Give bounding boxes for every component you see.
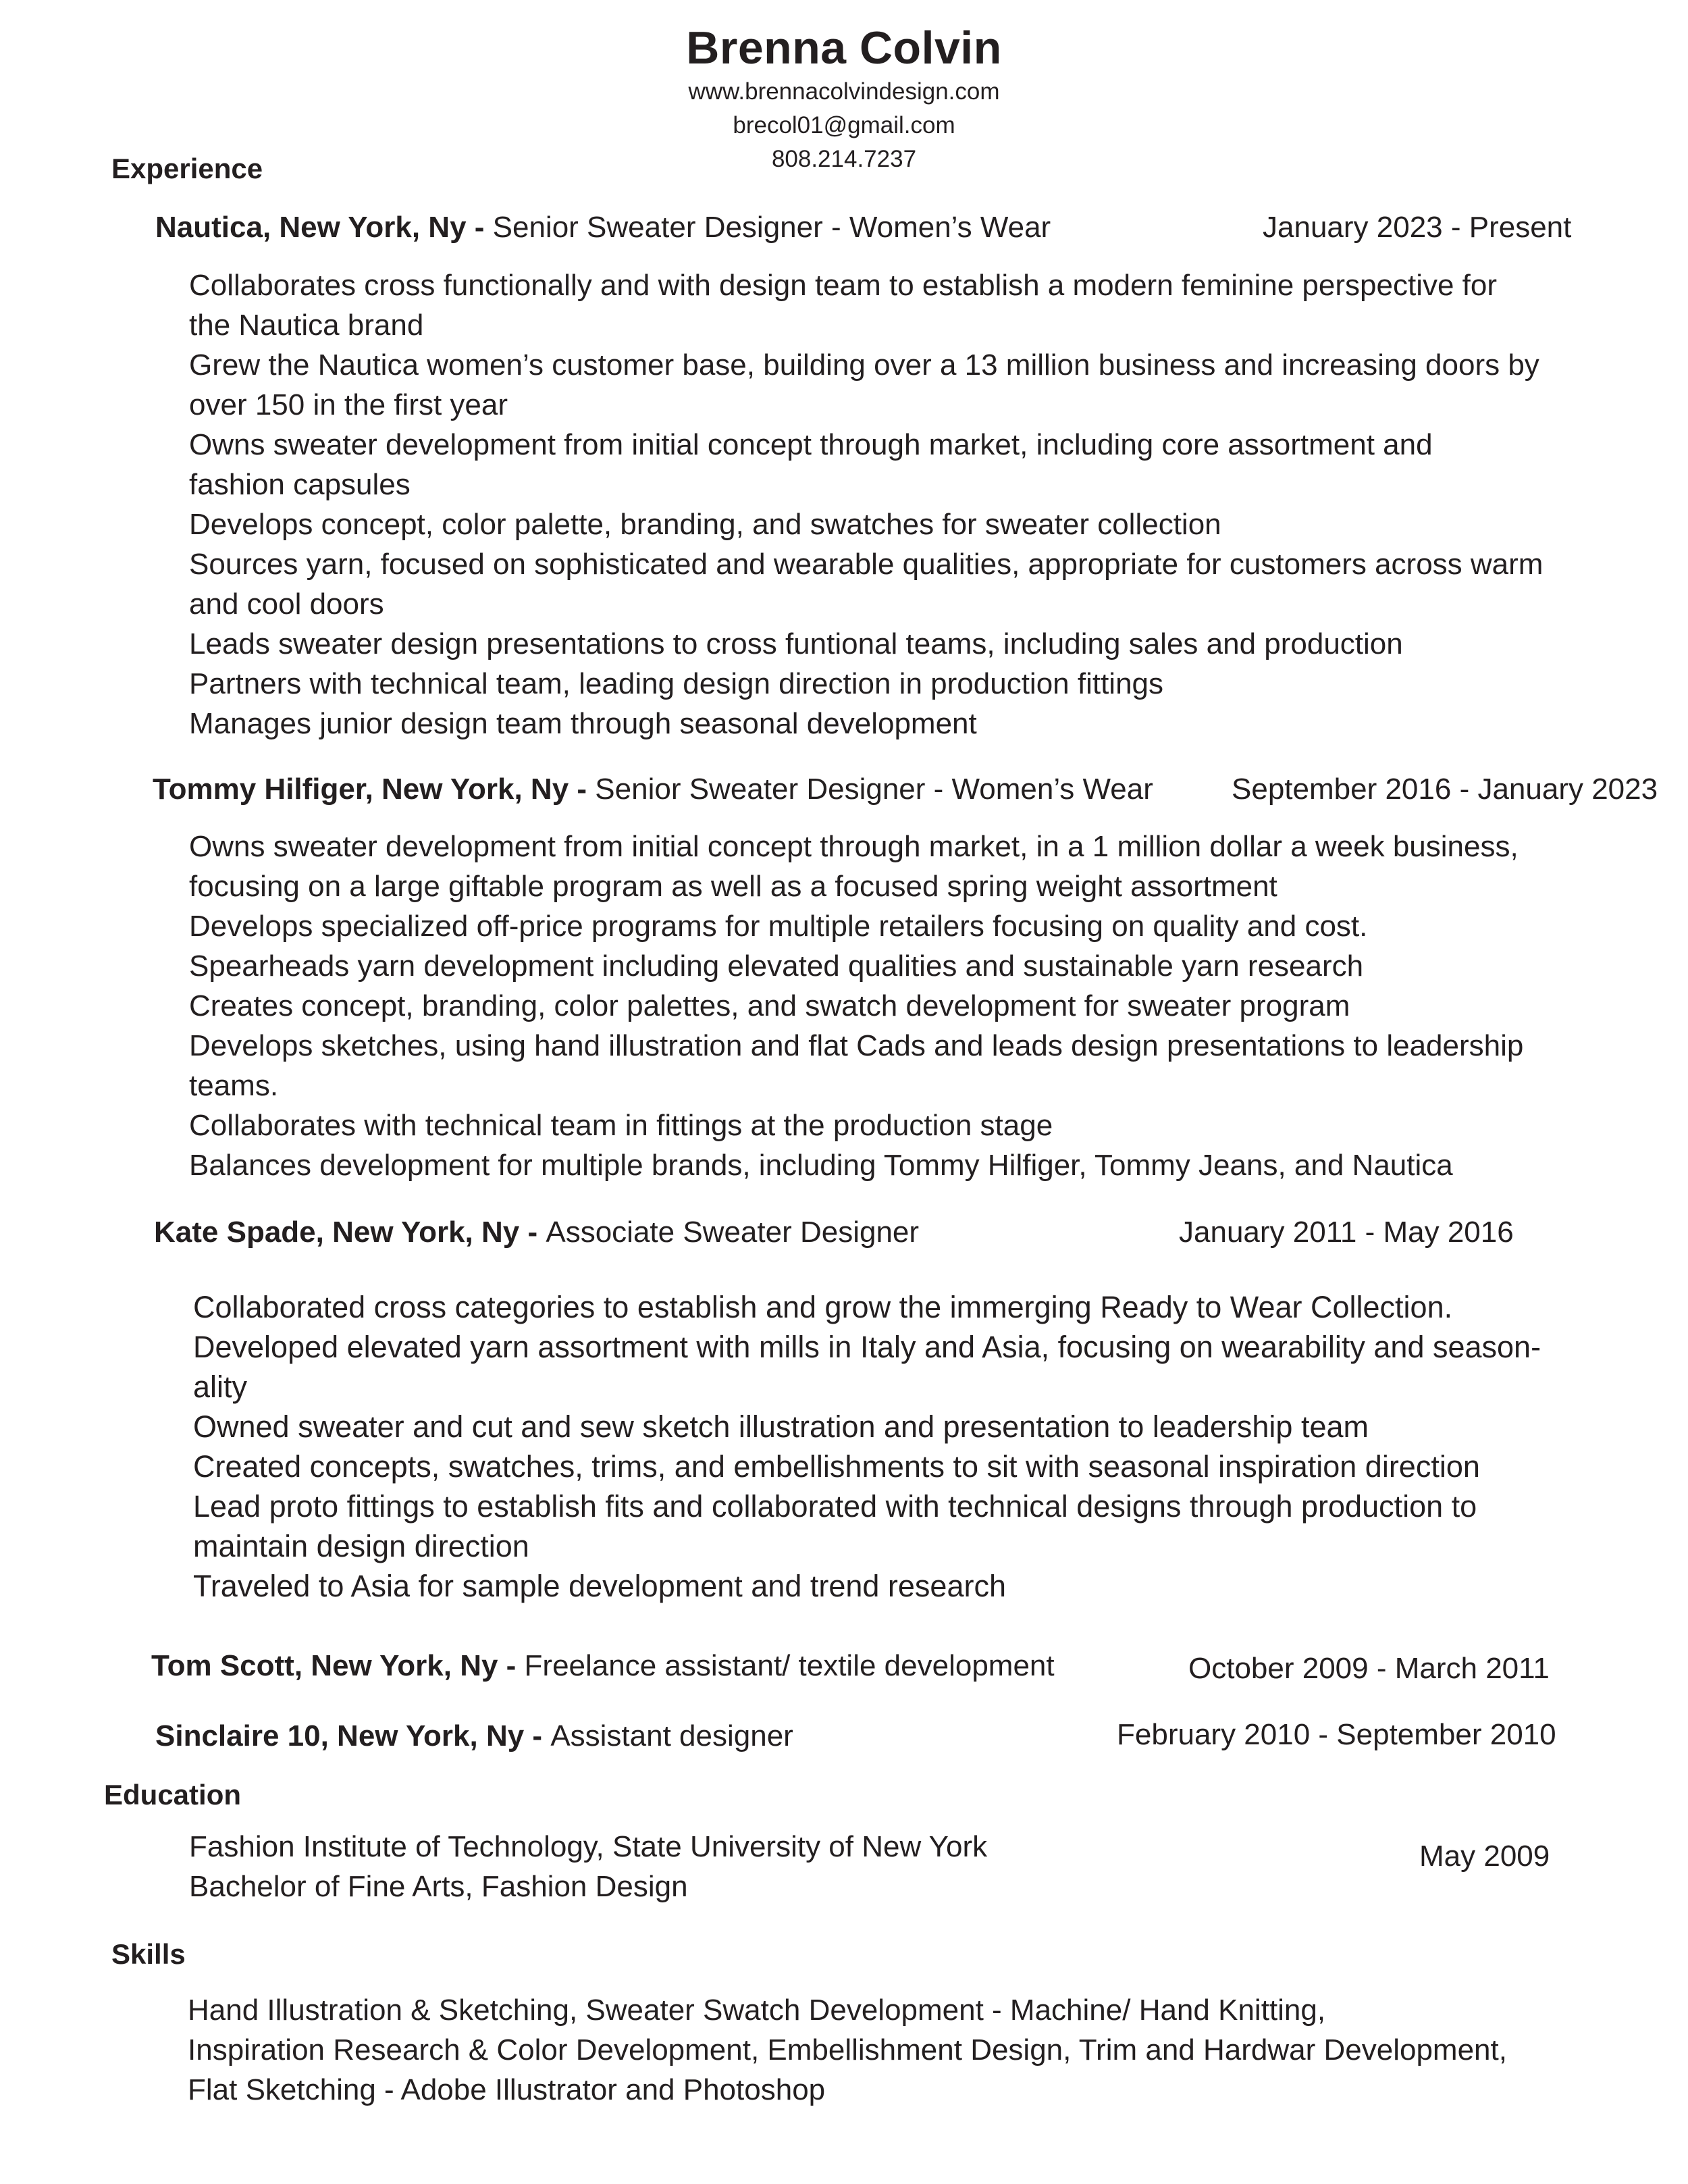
duty-line: focusing on a large giftable program as well as a focused spring weight assortment — [189, 870, 1277, 903]
job-nautica-header — [155, 211, 1051, 244]
duty-line: Collaborates cross functionally and with design team to establish a modern feminine perspective for — [189, 269, 1498, 302]
job-company: Tommy Hilfiger, New York, Ny - — [153, 773, 596, 806]
duty-line: Creates concept, branding, color palettes, and swatch development for sweater program — [189, 989, 1350, 1022]
skills-line: Hand Illustration & Sketching, Sweater Swatch Development - Machine/ Hand Knitting, — [188, 1994, 1326, 2027]
job-dates: January 2011 - May 2016 — [1179, 1216, 1514, 1249]
job-tom-scott-header — [151, 1649, 1055, 1683]
job-title: Associate Sweater Designer — [546, 1216, 920, 1249]
job-title: Senior Sweater Designer - Women’s Wear — [492, 211, 1051, 244]
duty-line: Sources yarn, focused on sophisticated and wearable qualities, appropriate for customers across warm — [189, 548, 1544, 581]
duty-line: Balances development for multiple brands, including Tommy Hilfiger, Tommy Jeans, and Nautica — [189, 1149, 1453, 1182]
duty-line: Collaborated cross categories to establish and grow the immerging Ready to Wear Collection. — [193, 1290, 1453, 1324]
skills-line: Flat Sketching - Adobe Illustrator and Photoshop — [188, 2073, 826, 2106]
duty-line: fashion capsules — [189, 468, 411, 501]
website-link[interactable]: www.brennacolvindesign.com — [688, 78, 1000, 105]
duty-line: Partners with technical team, leading design direction in production fittings — [189, 667, 1164, 700]
job-title: Assistant designer — [550, 1719, 793, 1752]
job-kate-spade-header — [154, 1216, 919, 1249]
duty-line: over 150 in the first year — [189, 388, 508, 421]
education-degree: Bachelor of Fine Arts, Fashion Design — [189, 1870, 688, 1903]
job-tommy-hilfiger-header — [153, 773, 1153, 806]
education-school: Fashion Institute of Technology, State University of New York — [189, 1830, 988, 1863]
skills-list — [188, 1990, 1507, 2110]
duty-line: Spearheads yarn development including elevated qualities and sustainable yarn research — [189, 950, 1364, 983]
education-heading: Education — [104, 1779, 242, 1811]
duty-line: Leads sweater design presentations to cross funtional teams, including sales and production — [189, 627, 1403, 660]
duty-line: Develops concept, color palette, branding, and swatches for sweater collection — [189, 508, 1221, 541]
duty-line: Owns sweater development from initial concept through market, including core assortment and — [189, 428, 1433, 461]
resume-name: Brenna Colvin — [686, 22, 1002, 74]
duty-line: the Nautica brand — [189, 309, 424, 342]
job-dates: September 2016 - January 2023 — [1232, 773, 1658, 806]
duty-line: Developed elevated yarn assortment with mills in Italy and Asia, focusing on wearability and season- — [193, 1330, 1541, 1364]
duty-line: maintain design direction — [193, 1529, 529, 1563]
job-nautica-duties — [189, 265, 1543, 744]
duty-line: Owns sweater development from initial concept through market, in a 1 million dollar a week business, — [189, 830, 1519, 863]
job-dates: February 2010 - September 2010 — [1117, 1718, 1556, 1751]
email-link[interactable]: brecol01@gmail.com — [733, 112, 955, 138]
job-title: Senior Sweater Designer - Women’s Wear — [595, 773, 1153, 806]
duty-line: and cool doors — [189, 588, 384, 621]
job-tommy-hilfiger-duties — [189, 827, 1523, 1185]
duty-line: Develops sketches, using hand illustration and flat Cads and leads design presentations to leadership — [189, 1029, 1524, 1062]
job-sinclaire-10-header — [155, 1719, 793, 1753]
skills-heading: Skills — [111, 1938, 186, 1970]
job-company: Nautica, New York, Ny - — [155, 211, 493, 244]
duty-line: Develops specialized off-price programs for multiple retailers focusing on quality and cost. — [189, 910, 1368, 943]
duty-line: Lead proto fittings to establish fits and collaborated with technical designs through production to — [193, 1489, 1477, 1524]
duty-line: teams. — [189, 1069, 279, 1102]
duty-line: Created concepts, swatches, trims, and embellishments to sit with seasonal inspiration direction — [193, 1449, 1480, 1484]
job-company: Sinclaire 10, New York, Ny - — [155, 1719, 551, 1752]
skills-line: Inspiration Research & Color Development, Embellishment Design, Trim and Hardwar Development, — [188, 2033, 1507, 2066]
job-company: Tom Scott, New York, Ny - — [151, 1649, 525, 1682]
education-details — [189, 1827, 987, 1906]
job-kate-spade-duties — [193, 1287, 1541, 1606]
experience-heading: Experience — [111, 153, 263, 184]
job-dates: October 2009 - March 2011 — [1188, 1652, 1550, 1685]
phone-number: 808.214.7237 — [771, 146, 917, 172]
job-title: Freelance assistant/ textile development — [524, 1649, 1055, 1682]
duty-line: Traveled to Asia for sample development and trend research — [193, 1569, 1006, 1603]
duty-line: Collaborates with technical team in fittings at the production stage — [189, 1109, 1053, 1142]
duty-line: ality — [193, 1370, 248, 1404]
education-date: May 2009 — [1419, 1840, 1550, 1873]
duty-line: Grew the Nautica women’s customer base, building over a 13 million business and increasing doors by — [189, 348, 1539, 382]
duty-line: Owned sweater and cut and sew sketch illustration and presentation to leadership team — [193, 1409, 1369, 1444]
job-company: Kate Spade, New York, Ny - — [154, 1216, 546, 1249]
job-dates: January 2023 - Present — [1263, 211, 1572, 244]
duty-line: Manages junior design team through seasonal development — [189, 707, 977, 740]
